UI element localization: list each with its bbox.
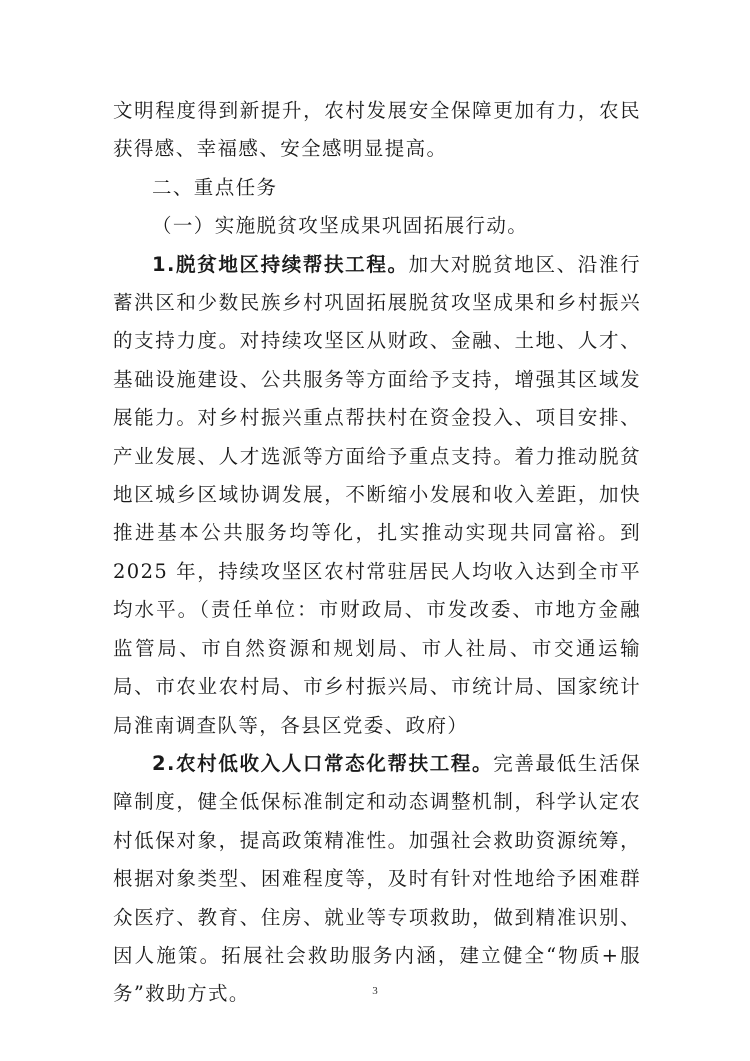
item-2-title: 2.农村低收入人口常态化帮扶工程。: [152, 751, 494, 775]
item-1-title: 1.脱贫地区持续帮扶工程。: [152, 252, 409, 276]
document-body: [113, 92, 641, 1014]
item-1-body: 加大对脱贫地区、沿淮行蓄洪区和少数民族乡村巩固拓展脱贫攻坚成果和乡村振兴的支持力度。对持续攻坚区从财政、金融、土地、人才、基础设施建设、公共服务等方面给予支持，增强其区域发展能力。对乡村振兴重点帮扶村在资金投入、项目安排、产业发展、人才选派等方面给予重点支持。着力推动脱贫地区城乡区域协调发展，不断缩小发展和收入差距，加快推进基本公共服务均等化，扎实推动实现共同富裕。到 2025 年，持续攻坚区农村常驻居民人均收入达到全市平均水平。（责任单位：市财政局、市发改委、市地方金融监管局、市自然资源和规划局、市人社局、市交通运输局、市农业农村局、市乡村振兴局、市统计局、国家统计局淮南调查队等，各县区党委、政府）: [113, 252, 641, 737]
section-heading: 二、重点任务: [152, 175, 278, 199]
subsection-heading: （一）实施脱贫攻坚成果巩固拓展行动。: [152, 214, 529, 238]
item-2-body: 完善最低生活保障制度，健全低保标准制定和动态调整机制，科学认定农村低保对象，提高政策精准性。加强社会救助资源统筹，根据对象类型、困难程度等，及时有针对性地给予困难群众医疗、教育、住房、就业等专项救助，做到精准识别、因人施策。拓展社会救助服务内涵，建立健全“物质+服务”救助方式。: [113, 751, 641, 1006]
item-1-paragraph: [113, 246, 641, 745]
item-2-paragraph: [113, 745, 641, 1014]
paragraph-continuation: 文明程度得到新提升，农村发展安全保障更加有力，农民获得感、幸福感、安全感明显提高。: [113, 99, 641, 161]
page-number: 3: [372, 985, 378, 997]
